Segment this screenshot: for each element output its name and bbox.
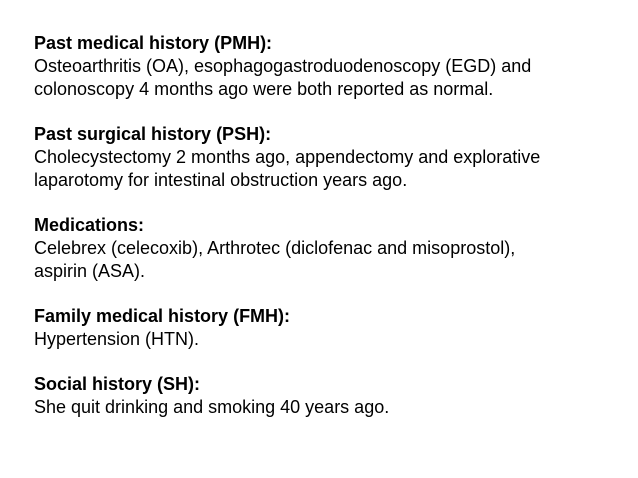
section-social-history — [34, 373, 624, 419]
section-heading: Family medical history (FMH): — [34, 306, 291, 326]
section-text-line: Cholecystectomy 2 months ago, appendectomy and explorative — [34, 147, 541, 167]
section-heading: Past medical history (PMH): — [34, 33, 273, 53]
slide-content — [34, 32, 624, 419]
section-heading: Medications: — [34, 215, 145, 235]
section-text-line: laparotomy for intestinal obstruction years ago. — [34, 170, 408, 190]
section-text-line: Hypertension (HTN). — [34, 329, 200, 349]
section-text-line: colonoscopy 4 months ago were both reported as normal. — [34, 79, 494, 99]
section-text-line: She quit drinking and smoking 40 years ago. — [34, 397, 390, 417]
section-text-line: Celebrex (celecoxib), Arthrotec (diclofenac and misoprostol), — [34, 238, 516, 258]
section-heading: Past surgical history (PSH): — [34, 124, 272, 144]
section-text-line: Osteoarthritis (OA), esophagogastroduodenoscopy (EGD) and — [34, 56, 532, 76]
section-family-medical-history — [34, 305, 624, 351]
section-heading: Social history (SH): — [34, 374, 201, 394]
section-past-surgical-history — [34, 123, 624, 192]
section-past-medical-history — [34, 32, 624, 101]
section-text-line: aspirin (ASA). — [34, 261, 146, 281]
section-medications — [34, 214, 624, 283]
